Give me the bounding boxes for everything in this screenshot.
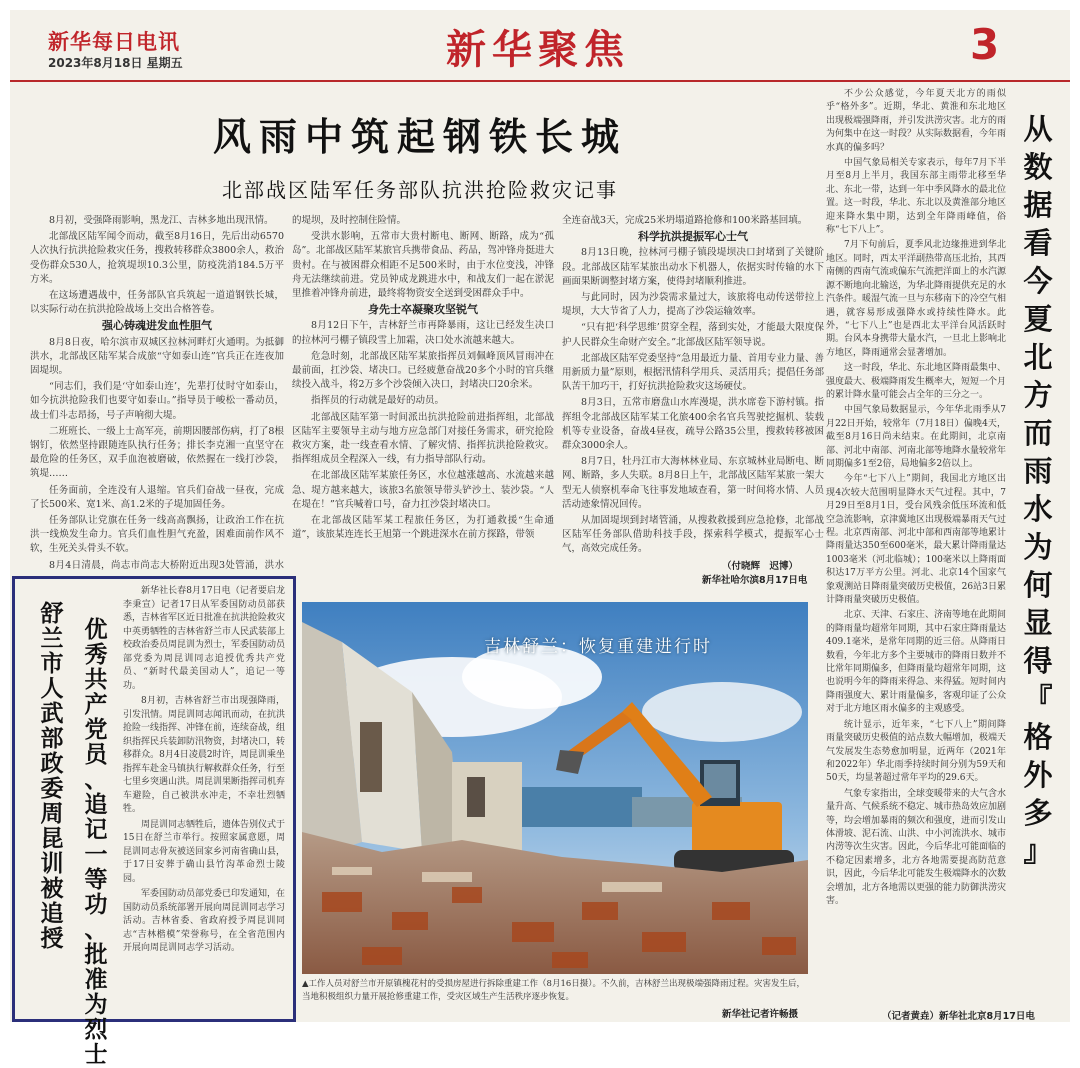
paragraph: 从加固堤坝到封堵管涌，从搜救救援到应急抢修，北部战区陆军任务部队借助科技手段，探索科学模式，提振军心士气，高效完成任务。: [562, 515, 824, 555]
vertical-char: 得: [1023, 644, 1053, 678]
paragraph: 二班班长、一级上士高军亮，前期因腰部伤病，打了8根钢钉，依然坚持跟随连队执行任务；排长李克湘一直坚守在最危险的任务区，双手血泡被磨破，依然握在一线打沙袋，筑堤……: [30, 425, 284, 480]
lead-column-3: [562, 214, 824, 564]
vertical-char: 追: [84, 791, 108, 818]
right-dateline: （记者黄垚）新华社北京8月17日电: [882, 1011, 1035, 1022]
vertical-char: 追: [40, 900, 64, 927]
vertical-char: 武: [40, 700, 64, 727]
vertical-char: 显: [1023, 606, 1053, 640]
paragraph: 在这场遭遇战中，任务部队官兵筑起一道道钢铁长城，以实际行动在抗洪抢险战场上交出合格答卷。: [30, 290, 284, 316]
vertical-char: 多: [1023, 796, 1053, 830]
vertical-char: 从: [1023, 112, 1053, 146]
vertical-char: 据: [1023, 188, 1053, 222]
vertical-char: 夏: [1023, 302, 1053, 336]
section-subtitle: 身先士卒凝聚攻坚锐气: [368, 303, 478, 317]
vertical-char: 数: [1023, 150, 1053, 184]
vertical-char: 、: [84, 916, 108, 943]
section-title: 新华聚焦: [446, 26, 630, 73]
vertical-char: 委: [40, 775, 64, 802]
main-headline: 风雨中筑起钢铁长城: [212, 114, 627, 159]
vertical-char: 何: [1023, 568, 1053, 602]
vertical-char: 训: [40, 850, 64, 877]
vertical-char: 准: [84, 966, 108, 993]
paragraph: 8月13日晚，拉林河弓棚子镇段堤坝决口封堵到了关键阶段。北部战区陆军某旅出动水下机器人，依据实时传输的水下画面果断调整封堵方案，使得封堵顺利推进。: [562, 247, 824, 287]
vertical-char: 等: [84, 866, 108, 893]
paragraph: 北部战区陆军第一时间派出抗洪抢险前进指挥组，北部战区陆军主要领导主动与地方应急部门对接任务需求，研究抢险救灾方案，赴一线查看水情、了解灾情、指挥抗洪抢险救灾。指挥组成员全程深入一线，有力指导部队行动。: [292, 411, 554, 466]
paragraph: 不少公众感觉，今年夏天北方的雨似乎“格外多”。近期，华北、黄淮和东北地区出现极端强降雨，并引发洪涝灾害。北方的雨为何集中在这一时段？从实际数据看，今年雨水真的偏多吗？: [826, 89, 1006, 153]
vertical-char: 格: [1023, 720, 1053, 754]
section-subtitle: 强心铸魂进发血性胆气: [102, 319, 212, 333]
paragraph: 中国气象局相关专家表示，每年7月下半月至8月上半月，我国东部主雨带北移至华北、东北一带，达到一年中季风降水的最北位置。这一时段，华北、东北以及黄淮部分地区迎来降水集中期，达到全年降雨峰值，俗称“七下八上”。: [826, 158, 1006, 236]
vertical-title-text: [1018, 110, 1058, 870]
vertical-char: 政: [40, 750, 64, 777]
vertical-char: 人: [40, 675, 64, 702]
vertical-char: 』: [1023, 834, 1053, 868]
right-article-body: [826, 88, 1006, 1006]
paragraph: 8月初，受强降雨影响，黑龙江、吉林多地出现汛情。: [49, 215, 274, 226]
page-number: 3: [970, 20, 1000, 69]
box-headline-main: [35, 601, 69, 951]
box-headline-sub: [79, 617, 113, 1067]
paragraph: 7月下旬前后，夏季风北边缘推进到华北地区。同时，西太平洋副热带高压北抬，其西南侧的西南气流或偏东气流把洋面上的水汽源源不断地向北输送，为华北降雨提供充足的水汽条件。暖湿气流一旦与东移南下的冷空气相遇，就容易形成强降水或持续性降水。此外，“七下八上”也是西北太平洋台风活跃时期。台风本身携带大量水汽，一旦北上影响北方地区，降雨通常会显著增加。: [826, 240, 1006, 358]
lead-dateline: 新华社哈尔滨8月17日电: [702, 575, 808, 586]
paragraph: 受洪水影响，五常市大贵村断电、断网、断路，成为“孤岛”。北部战区陆军某旅官兵携带食品、药品，驾冲锋舟挺进大贵村。在与被困群众相距不足500米时，由于水位变浅，冲锋舟无法继续前进。党员钟成龙跳进水中，和战友们一起在淤泥里推着冲锋舟前进，最终将物资安全送到受困群众手中。: [292, 231, 554, 300]
photo-credit: 新华社记者许畅摄: [722, 1009, 799, 1020]
paragraph: 危急时刻，北部战区陆军某旅指挥员刘佩峰顶风冒雨冲在最前面，扛沙袋、堵决口。已经疲惫奋战20多个小时的官兵继续投入战斗，将2万多个沙袋倾入决口，封堵决口20余米。: [292, 350, 554, 391]
paragraph: 8月8日夜，哈尔滨市双城区拉林河畔灯火通明。为抵御洪水，北部战区陆军某合成旅“守如泰山连”官兵正在连夜加固堤坝。: [30, 336, 284, 377]
paragraph: 在北部战区陆军某旅任务区，水位越涨越高、水流越来越急、堤方越来越大，该旅3名旅领导带头铲沙土、装沙袋。“人在堤在！”官兵喊着口号，奋力扛沙袋封堵决口。: [292, 470, 554, 510]
paragraph: 周昆训同志牺牲后，遗体告别仪式于15日在舒兰市举行。按照家属意愿，周昆训同志骨灰被送回家乡河南省确山县，于17日安葬于确山县竹沟革命烈士陵园。: [123, 819, 285, 884]
vertical-char: 外: [1023, 758, 1053, 792]
vertical-char: 『: [1023, 682, 1053, 716]
brand-logo: [48, 26, 180, 56]
vertical-char: 昆: [40, 825, 64, 852]
paragraph: 军委国防动员部党委已印发通知，在国防动员系统部署开展向周昆训同志学习活动。吉林省委、省政府授予周昆训同志“吉林楷模”荣誉称号，在全省范围内开展向周昆训同志学习活动。: [123, 889, 285, 953]
vertical-char: 士: [84, 1041, 108, 1068]
lead-authors: （付晓辉 迟博）: [722, 561, 799, 572]
paragraph: 这一时段，华北、东北地区降雨最集中、强度最大、极端降雨发生概率大，短短一个月的累计降水量可能会占全年的三分之一。: [826, 363, 1006, 400]
paragraph: 8月3日，五常市磨盘山水库漫堤，洪水席卷下游村镇。指挥组令北部战区陆军某工化旅400余名官兵驾驶挖掘机、装载机等专业设备，奋战4昼夜，疏导公路35公里，搜救转移被困群众3000余人。: [562, 397, 824, 452]
vertical-char: 功: [84, 891, 108, 918]
vertical-char: 周: [40, 800, 64, 827]
vertical-char: 兰: [40, 625, 64, 652]
paragraph: 与此同时，因为沙袋需求量过大，该旅将电动传送带拉上堤坝，大大节省了人力，提高了沙袋运输效率。: [562, 292, 824, 318]
vertical-char: 授: [40, 925, 64, 952]
newspaper-page: [10, 10, 1070, 1068]
paragraph: 统计显示，近年来，“七下八上”期间降雨量突破历史极值的站点数大幅增加，极端天气发展发生态势愈加明显，近两年（2021年和2022年）华北雨季持续时间分别为59天和50天，均显著超过常年平均的29.6天。: [826, 719, 1006, 784]
vertical-char: 批: [84, 941, 108, 968]
headline-text: [35, 601, 69, 951]
vertical-char: 被: [40, 875, 64, 902]
demolition-scene-image: [302, 602, 808, 974]
paragraph: 北部战区陆军党委坚持“急用最近力量、首用专业力量、善用新质力量”原则，根据汛情科学用兵、灵活用兵；提倡任务部队苦干加巧干，打好抗洪抢险救灾这场硬仗。: [562, 352, 824, 393]
paragraph: 全连奋战3天，完成25米坍塌道路抢修和100米路基回填。: [562, 215, 808, 226]
vertical-char: 、: [84, 766, 108, 793]
vertical-char: 市: [40, 650, 64, 677]
paragraph: 在北部战区陆军某工程旅任务区，为打通救援“生命通道”，该旅某连连长王旭第一个跳进深水在前方探路，带领: [292, 515, 554, 541]
vertical-char: 水: [1023, 492, 1053, 526]
photo-caption: ▲工作人员对舒兰市开原镇槐花村的受损房屋进行拆除重建工作（8月16日摄）。不久前，吉林舒兰出现极端强降雨过程。灾害发生后，当地积极组织力量开展抢修重建工作，受灾区域生产生活秩序逐步恢复。: [302, 979, 806, 1002]
vertical-char: 而: [1023, 416, 1053, 450]
paragraph: 8月7日，牡丹江市大海林林业局、东京城林业局断电、断网、断路，多人失联。8月8日上午，北部战区陆军某旅一架大型无人侦察机奉命飞往事发地域查看，第一时间将水情、人员活动迹象情况回传。: [562, 456, 824, 510]
paragraph: 8月12日下午，吉林舒兰市再降暴雨，这让已经发生决口的拉林河弓棚子镇段雪上加霜，决口处水流越来越大。: [292, 320, 554, 346]
vertical-char: 优: [84, 616, 108, 643]
vertical-char: 秀: [84, 641, 108, 668]
vertical-char: 看: [1023, 226, 1053, 260]
vertical-char: 一: [84, 841, 108, 868]
vertical-char: 为: [84, 991, 108, 1018]
vertical-char: 员: [84, 741, 108, 768]
vertical-char: 部: [40, 725, 64, 752]
paragraph: 新华社长春8月17日电（记者要启龙 李秉宣）记者17日从军委国防动员部获悉，吉林省军区近日批准在抗洪抢险救灾中英勇牺牲的吉林省舒兰市人民武装部上校政治委员周昆训为烈士，军委国防动员部党委为周昆训同志追授优秀共产党员、“新时代最美国动人”，追记一等功。: [123, 586, 285, 691]
box-body: [123, 585, 285, 1011]
paragraph: 8月4日清晨，尚志市尚志大桥附近出现3处管涌，洪水: [49, 559, 284, 570]
paragraph: 指挥员的行动就是最好的动员。: [311, 395, 445, 407]
paragraph: 的堤坝，及时控制住险情。: [292, 215, 407, 226]
vertical-char: 产: [84, 691, 108, 718]
paragraph: 任务部队让党旗在任务一线高高飘扬，让政治工作在抗洪一线焕发生命力。官兵们血性胆气充盈，困难面前作风不软，生死关头骨头不软。: [30, 515, 284, 555]
lead-column-1: [30, 214, 284, 570]
vertical-char: 烈: [84, 1016, 108, 1043]
right-vertical-title: [1018, 110, 1058, 870]
boxed-article: [12, 576, 296, 1068]
vertical-char: 党: [84, 716, 108, 743]
paragraph: 北京、天津、石家庄、济南等地在此期间的降雨量均超常年同期，其中石家庄降雨量达409.1毫米，是常年同期的近三倍。从降雨日数看，今年北方多个主要城市的降雨日数并不比常年同期偏多，但降雨量均超常年同期，这也说明今年的降雨来得急、来得猛。短时间内降雨强度大、累计雨量偏多，客观印证了公众对于北方地区雨水偏多的主观感受。: [826, 610, 1006, 715]
vertical-char: 今: [1023, 264, 1053, 298]
vertical-char: 北: [1023, 340, 1053, 374]
vertical-char: 舒: [40, 600, 64, 627]
paragraph: 气象专家指出，全球变暖带来的大气含水量升高、气候系统不稳定、城市热岛效应加剧等，均会增加暴雨的频次和强度，进而引发山体滑坡、泥石流、山洪、中小河流洪水、城市内涝等次生灾害。因此，今后华北可能面临的不稳定因素增多，北方各地需要提高防范意识，因此，今后华北可能发生极端降水的次数会增加，北方各地需以更强的能力防御洪涝灾害。: [826, 788, 1006, 906]
vertical-char: 雨: [1023, 454, 1053, 488]
paragraph: “同志们，我们是‘守如泰山连’，先辈打仗时守如泰山，如今抗洪抢险我们也要守如泰山。”指导员于峻松一番动员，战士们斗志昂扬，号子声响彻大堤。: [30, 381, 284, 421]
main-subhead: 北部战区陆军任务部队抗洪抢险救灾记事: [222, 178, 618, 202]
paragraph: “只有把‘科学思维’贯穿全程，落到实处，才能最大限度保护人民群众生命财产安全。”北部战区陆军领导说。: [562, 322, 824, 348]
section-subtitle: 科学抗洪提振军心士气: [638, 230, 748, 244]
news-photo: [302, 602, 808, 974]
vertical-char: 方: [1023, 378, 1053, 412]
paragraph: 任务面前，全连没有人退缩。官兵们奋战一昼夜，完成了长500米、宽1米、高1.2米的子堤加固任务。: [30, 484, 284, 510]
paragraph: 中国气象局数据显示，今年华北雨季从7月22日开始，较常年（7月18日）偏晚4天，截至8月16日尚未结束。在此期间，北京南部、河北中南部、河南北部等地降水量较常年同期偏多1至2倍，局地偏多2倍以上。: [826, 405, 1006, 469]
paragraph: 今年“七下八上”期间，我国北方地区出现4次较大范围明显降水天气过程。其中，7月29日至8月1日，受台风残余低压环流和低空急流影响，京津冀地区出现极端暴雨天气过程。北京西南部、河北中部和西南部等地累计降雨量达350至600毫米，最大累计降雨量达1003毫米（河北临城）；100毫米以上降雨面积达17万平方公里。河北、北京14个国家气象观测站日降雨量突破历史极值，26站3日累计降雨量突破历史极值。: [826, 474, 1006, 606]
lead-column-2: [292, 214, 554, 590]
masthead: [10, 10, 1070, 82]
headline-text: [79, 617, 113, 1067]
edition-date: 2023年8月18日 星期五: [48, 56, 183, 70]
photo-overlay-title: 吉林舒兰：恢复重建进行时: [484, 637, 712, 657]
brand-name: 新华每日电讯: [48, 30, 180, 54]
vertical-char: 共: [84, 666, 108, 693]
vertical-char: 为: [1023, 530, 1053, 564]
vertical-char: 记: [84, 816, 108, 843]
paragraph: 8月初，吉林省舒兰市出现强降雨，引发汛情。周昆训同志闻讯而动，在抗洪抢险一线指挥、冲锋在前，连续奋战，组织指挥民兵装卸防汛物资，封堵决口，转移群众。8月4日凌晨2时许，周昆训乘坐指挥车赴金马镇执行解救群众任务，行至七里乡突遇山洪。周昆训果断指挥司机弃车避险，自己被洪水冲走，不幸壮烈牺牲。: [123, 696, 285, 814]
paragraph: 北部战区陆军闻令而动，截至8月16日，先后出动6570人次执行抗洪抢险救灾任务，搜救转移群众3800余人，救治受伤群众530人，抢筑堤坝10.3公里，防疫洗消184.5万平方米。: [30, 231, 284, 285]
